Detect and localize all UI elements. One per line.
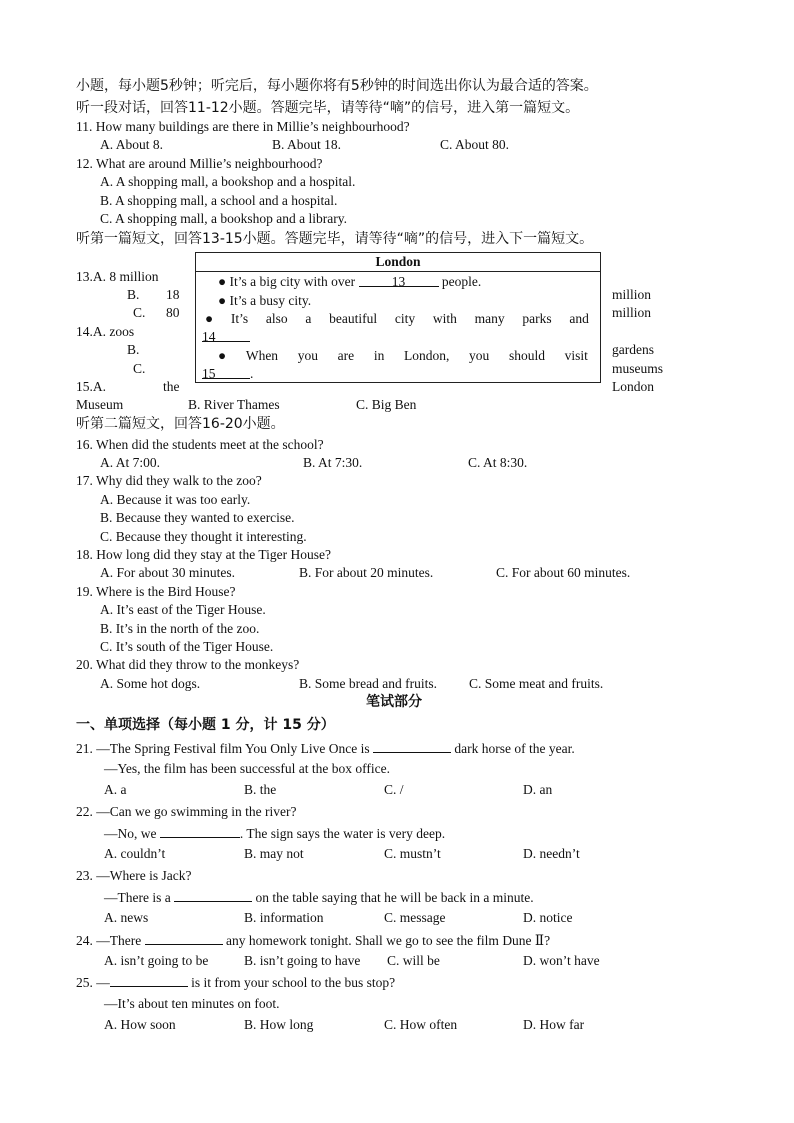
box-line-5: ● When you are in London, you should visit: [218, 348, 588, 363]
question-stem: 23. —Where is Jack?: [76, 868, 192, 883]
option-a: A. About 8.: [100, 137, 164, 152]
option-a: A. Because it was too early.: [100, 492, 251, 507]
box-line-4: [202, 328, 250, 346]
option-c-value: museums: [612, 361, 664, 376]
option-a: A. A shopping mall, a bookshop and a hospital.: [100, 174, 356, 189]
option-c: C. A shopping mall, a bookshop and a library.: [100, 211, 347, 226]
option-a: A. For about 30 minutes.: [100, 565, 235, 580]
box-line-2: ● It’s a busy city.: [218, 293, 312, 308]
option-b: B. information: [244, 910, 324, 925]
option-a: A. couldn’t: [104, 846, 166, 861]
question-line-2: —There is a on the table saying that he will be back in a minute.: [104, 890, 534, 905]
option-b: B. It’s in the north of the zoo.: [100, 621, 260, 636]
option-a: A. It’s east of the Tiger House.: [100, 602, 266, 617]
option-a-label: 15.A.: [76, 379, 106, 394]
option-a: A. a: [104, 782, 127, 797]
option-c: C. will be: [387, 953, 440, 968]
option-d: D. won’t have: [523, 953, 600, 968]
option-a: A. At 7:00.: [100, 455, 161, 470]
option-d: D. an: [523, 782, 553, 797]
option-c-value: 80: [166, 305, 180, 320]
answer-blank: [110, 973, 188, 987]
option-b: B. About 18.: [272, 137, 342, 152]
option-a-word-3: Museum: [76, 397, 124, 412]
option-a-word-2: London: [612, 379, 654, 394]
question-line-2: —It’s about ten minutes on foot.: [104, 996, 280, 1011]
option-b: B. A shopping mall, a school and a hospital.: [100, 193, 338, 208]
question-stem: 11. How many buildings are there in Millie’s neighbourhood?: [76, 119, 410, 134]
question-stem: 22. —Can we go swimming in the river?: [76, 804, 297, 819]
option-c: C. How often: [384, 1017, 458, 1032]
option-a: A. Some hot dogs.: [100, 676, 201, 691]
option-b-value: gardens: [612, 342, 654, 357]
option-c: C. /: [384, 782, 404, 797]
option-b: B. River Thames: [188, 397, 280, 412]
option-a: 14.A. zoos: [76, 324, 135, 339]
question-stem: 20. What did they throw to the monkeys?: [76, 657, 300, 672]
option-b: B. At 7:30.: [303, 455, 363, 470]
instruction-line: 小题，每小题5秒钟；听完后，每小题你将有5秒钟的时间选出你认为最合适的答案。: [76, 78, 598, 94]
question-stem: 25. — is it from your school to the bus stop?: [76, 975, 396, 990]
option-c: C. Because they thought it interesting.: [100, 529, 307, 544]
question-line-2: —No, we . The sign says the water is very deep.: [104, 826, 446, 841]
option-c: C. It’s south of the Tiger House.: [100, 639, 274, 654]
option-a: A. news: [104, 910, 149, 925]
option-c: C. At 8:30.: [468, 455, 528, 470]
blank-14: 14: [202, 328, 250, 342]
answer-blank: [373, 739, 451, 753]
option-c: C. Big Ben: [356, 397, 417, 412]
option-c: C. About 80.: [440, 137, 510, 152]
option-b-label: B.: [127, 342, 140, 357]
answer-blank: [160, 824, 240, 838]
option-a: A. isn’t going to be: [104, 953, 209, 968]
box-title: London: [196, 253, 600, 272]
option-d: D. notice: [523, 910, 573, 925]
question-stem: 12. What are around Millie’s neighbourhood?: [76, 156, 323, 171]
option-b: B. Some bread and fruits.: [299, 676, 437, 691]
option-a: 13.A. 8 million: [76, 269, 159, 284]
instruction-line: 听第一篇短文，回答13-15小题。答题完毕，请等待“嘀”的信号，进入下一篇短文。: [76, 231, 594, 247]
option-c-unit: million: [612, 305, 652, 320]
instruction-line: 听一段对话，回答11-12小题。答题完毕，请等待“嘀”的信号，进入第一篇短文。: [76, 100, 580, 116]
part-title: 一、单项选择（每小题 1 分，计 15 分）: [76, 717, 335, 733]
blank-13: 13: [359, 273, 439, 287]
option-b-unit: million: [612, 287, 652, 302]
option-d: D. needn’t: [523, 846, 580, 861]
option-b-label: B.: [127, 287, 140, 302]
london-info-box: [195, 252, 601, 383]
option-a: A. How soon: [104, 1017, 176, 1032]
box-line-3: ● It’s also a beautiful city with many parks and: [205, 311, 589, 326]
question-stem: 19. Where is the Bird House?: [76, 584, 236, 599]
instruction-line: 听第二篇短文，回答16-20小题。: [76, 416, 285, 432]
option-b: B. For about 20 minutes.: [299, 565, 434, 580]
option-b: B. isn’t going to have: [244, 953, 361, 968]
option-b: B. may not: [244, 846, 304, 861]
option-c: C. mustn’t: [384, 846, 441, 861]
question-stem: 16. When did the students meet at the school?: [76, 437, 324, 452]
question-stem: 21. —The Spring Festival film You Only Live Once is dark horse of the year.: [76, 741, 575, 756]
box-line-6: 15 .: [202, 366, 254, 381]
answer-blank: [145, 931, 223, 945]
option-c: C. For about 60 minutes.: [496, 565, 631, 580]
question-stem: 24. —There any homework tonight. Shall we go to see the film Dune Ⅱ?: [76, 933, 551, 948]
option-c: C. message: [384, 910, 446, 925]
section-title: 笔试部分: [366, 694, 422, 710]
box-line-1: ● It’s a big city with over 13 people.: [218, 274, 482, 289]
option-b: B. Because they wanted to exercise.: [100, 510, 295, 525]
option-d: D. How far: [523, 1017, 585, 1032]
question-line-2: —Yes, the film has been successful at the box office.: [104, 761, 390, 776]
option-c-label: C.: [133, 305, 146, 320]
question-stem: 18. How long did they stay at the Tiger House?: [76, 547, 331, 562]
option-b: B. the: [244, 782, 277, 797]
option-c-label: C.: [133, 361, 146, 376]
option-c: C. Some meat and fruits.: [469, 676, 604, 691]
answer-blank: [174, 888, 252, 902]
blank-15: 15: [202, 365, 250, 379]
question-stem: 17. Why did they walk to the zoo?: [76, 473, 262, 488]
option-a-word: the: [163, 379, 180, 394]
option-b: B. How long: [244, 1017, 314, 1032]
option-b-value: 18: [166, 287, 180, 302]
